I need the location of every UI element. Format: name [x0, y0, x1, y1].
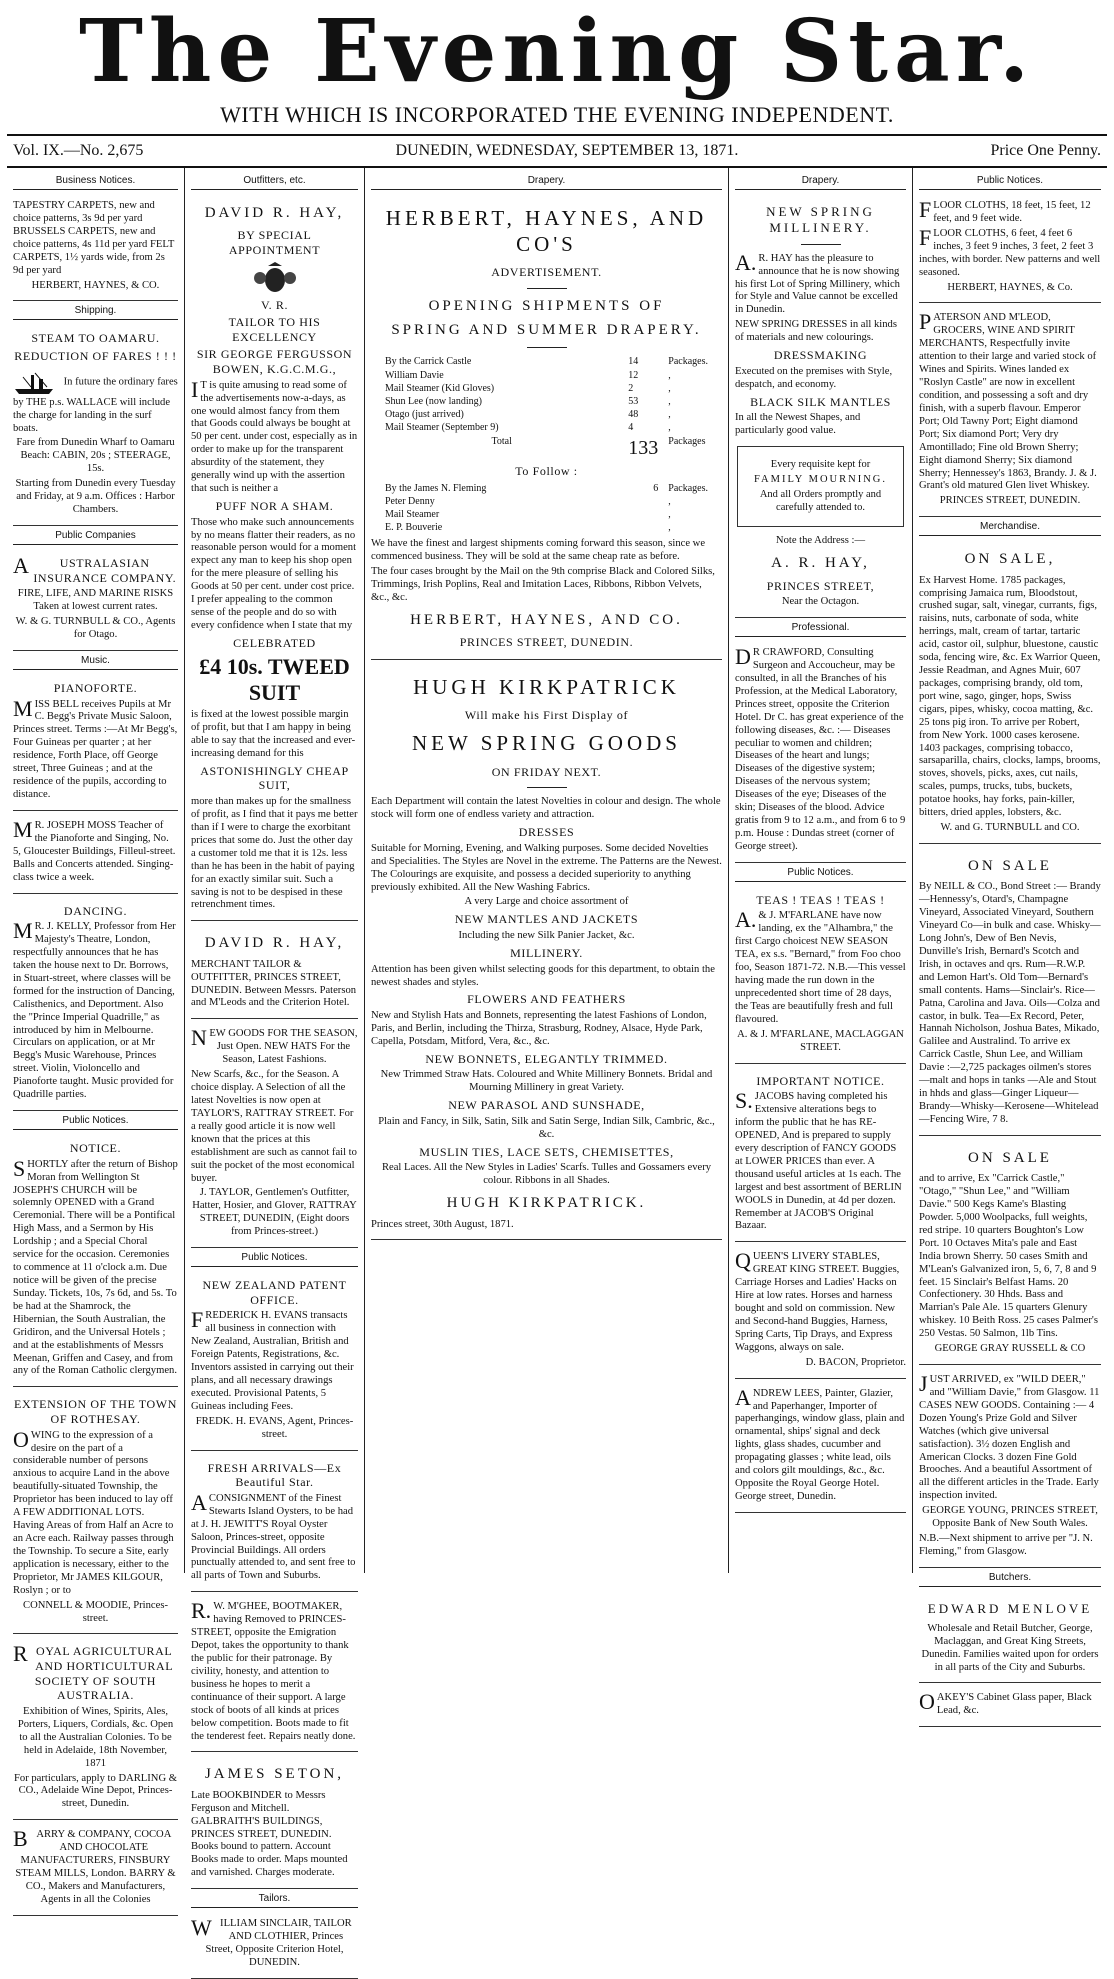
section-business: Business Notices. — [13, 175, 178, 190]
ad-arhay: NEW SPRING MILLINERY. A.R. HAY has the pleasure to announce that he is now showing his first Lot of Spring Millinery, which for Style and Value cannot be excelled in Dunedin. NEW SPRING DRESSES in all kinds of materials and new colourings. DRESSMAKING Executed on the premises with Style, despatch, and economy. BLACK SILK MANTLES In all the Newest Shapes, and particularly good value. Every requisite kept for FAMILY MOURNING. And all Orders promptly and carefully attended to. Note the Address :— A. R. HAY, PRINCES STREET, Near the Octagon. — [735, 195, 906, 618]
section-shipping: Shipping. — [13, 305, 178, 320]
ad-tapestry: TAPESTRY CARPETS, new and choice patterns, 3s 9d per yard BRUSSELS CARPETS, new and choice patterns, 4s 11d per yard FELT CARPETS, 1½ yards wide, from 2s 9d per yard HERBERT, HAYNES, & CO. — [13, 195, 178, 301]
ad-rothesay: EXTENSION OF THE TOWN OF ROTHESAY. OWING to the expression of a desire on the part of a considerable number of persons anxious to acquire Land in the above beautifully-situated Township, the Proprietor has been induced to lay off A FEW ADDITIONAL LOTS. Having Areas of from Half an Acre to an Acre each. Railway passes through the Township. To secure a Site, early application is necessary, either to the Proprietor, Mr JAMES KILGOUR, Roslyn ; or to CONNELL & MOODIE, Princes-street. — [13, 1391, 178, 1634]
section-professional: Professional. — [735, 622, 906, 637]
ad-patent: NEW ZEALAND PATENT OFFICE. FREDERICK H. EVANS transacts all business in connection with New Zealand, Australian, British and Foreign Patents, Registrations, &c. Inventors assisted in carrying out their plans, and all necessary drawings executed. Provisional Patents, 5 Guineas including Fees. FREDK. H. EVANS, Agent, Princes-street. — [191, 1272, 358, 1450]
section-merchandise: Merchandise. — [919, 521, 1101, 536]
ad-insurance: AUSTRALASIAN INSURANCE COMPANY. FIRE, LIFE, AND MARINE RISKS Taken at lowest current rates. W. & G. TURNBULL & CO., Agents for Otago. — [13, 550, 178, 651]
ad-mcghee: R.W. M'GHEE, BOOTMAKER, having Removed to PRINCES-STREET, opposite the Emigration Depot, takes the opportunity to thank the public for their patronage. By civility, honesty, and attention to business he hopes to merit a continuance of their support. A large stock of boots of all kinds at prices below competition. Boots made to fit the tenderest feet. Repairs neatly done. — [191, 1596, 358, 1752]
ad-young: JUST ARRIVED, ex "WILD DEER," and "William Davie," from Glasgow. 11 CASES NEW GOODS. Containing :— 4 Dozen Young's Prize Gold and Silver Watches (which give universal satisfaction). 3½ dozen English and American Clocks. 3 dozen Fine Gold Brooches. And a beautiful Assortment of all the different articles in the Trade. Early inspection invited. GEORGE YOUNG, PRINCES STREET, Opposite Bank of New South Wales. N.B.—Next shipment to arrive per "J. N. Fleming," from Glasgow. — [919, 1369, 1101, 1568]
section-tailors: Tailors. — [191, 1893, 358, 1908]
section-drapery: Drapery. — [371, 175, 722, 190]
ad-dancing: DANCING. MR. J. KELLY, Professor from Her Majesty's Theatre, London, respectfully announces that he has taken the house next to Dr. Borrows, in Stuart-street, where classes will be formed for the instruction of Dancing, Calisthenics, and Deportment. Also the "Prince Imperial Quadrille," as introduced by him in Melbourne. Circulars on application, or at Mr Begg's Music Warehouse, Princes street. Violin, Violoncello and Pianoforte taught. Music provided for Quadrille parties. — [13, 898, 178, 1112]
ad-seton: JAMES SETON, Late BOOKBINDER to Messrs Ferguson and Mitchell. GALBRAITH'S BUILDINGS, PRINCES STREET, DUNEDIN. Books bound to pattern. Account Books made to order. Maps mounted and varnished. Charges moderate. — [191, 1756, 358, 1889]
ad-lees: ANDREW LEES, Painter, Glazier, and Paperhanger, Importer of paperhangings, window glass, plain and ornamental, ships' signal and deck lights, glass shades, cucumber and propagating glasses ; white lead, oils and colors gilt mouldings, &c., &c. Opposite the Royal George Hotel. George street, Dunedin. — [735, 1383, 906, 1513]
section-public-notices: Public Notices. — [13, 1115, 178, 1130]
ad-oysters: FRESH ARRIVALS—Ex Beautiful Star. ACONSIGNMENT of the Finest Stewarts Island Oysters, to be had at J. H. JEWITT'S Royal Oyster Saloon, Princes-street, opposite Provincial Buildings. All orders punctually attended to, and sent free to all parts of Town and Suburbs. — [191, 1455, 358, 1593]
ad-sale-neill: ON SALE By NEILL & CO., Bond Street :— Brandy—Hennessy's, Otard's, Champagne Vineyard, Associated Vineyard, Southern Vineyard Co—in bulk and case. Whisky—Long John's, Dew of Ben Nevis, Dunville's Irish, Bernard's Scotch and Irish, in octaves and qrs. Rum—R.W.P. and Lemon Hart's. Old Tom—Bernard's small contents. Hams—Sinclair's. Rice—Patna, Carolina and Java. Oils—Colza and castor, in bulk. Tea—Ex Record, Peter, Hannah Nicholson, Joshua Bates, Mikado, Galilee and Australind. To arrive ex Carrick Castle, Shun Lee, and William Davie :—2,725 packages oilmen's stores—malt and hops in tanks —Ale and Stout in hhds and glass—Ginger Liqueur—Brandy—Whisky—Kerosene—Whitelead—Fencing Wire, 7 8. — [919, 848, 1101, 1136]
column-2 — [185, 168, 365, 1968]
section-public-notices-4: Public Notices. — [735, 867, 906, 882]
ad-crawford: DR CRAWFORD, Consulting Surgeon and Accoucheur, may be consulted, in all the Branches of his Profession, at the Medical Laboratory, Princes street, opposite the Criterion Hotel. Dr C. has great experience of the following diseases, &c. :— Diseases peculiar to women and children; Diseases of the heart and lungs; Diseases of the digestive system; Diseases of the nervous system; Diseases of the eye; Diseases of the skin; Diseases of the blood. Advice gratis from 9 to 12 a.m., and from 6 to 9 p.m. House : Dundas street (corner of George street). — [735, 642, 906, 863]
ad-teas: TEAS ! TEAS ! TEAS ! A.& J. M'FARLANE have now landing, ex the "Alhambra," the first Cargo choicest NEW SEASON TEA, ex s.s. "Bernard," from Foo choo foo, Season 1871-72. N.B.—This vessel having made the run down in the unprecedented short time of 28 days, the Teas are beautifully fresh and full flavoured. A. & J. M'FARLANE, MACLAGGAN STREET. — [735, 887, 906, 1064]
section-outfitters: Outfitters, etc. — [191, 175, 358, 190]
column-5 — [913, 168, 1107, 1717]
section-drapery-2: Drapery. — [735, 175, 906, 190]
royal-crest-icon — [252, 262, 298, 294]
shipment-list: By the Carrick Castle 14 Packages. William Davie 12 , Mail Steamer (Kid Gloves) 2 , Shun Lee (now landing) 53 , Otago (just arrived) 48 , Mail Steamer (September 9) 4 , Total 133 Packages — [385, 356, 708, 459]
ad-kirkpatrick: HUGH KIRKPATRICK Will make his First Display of NEW SPRING GOODS ON FRIDAY NEXT. Each Department will contain the latest Novelties in colour and design. The whole stock will form one of endless variety and attraction. DRESSES Suitable for Morning, Evening, and Walking purposes. Some decided Novelties and Specialities. The Styles are Novel in the extreme. The Patterns are the Newest. The Colourings are exquisite, and possess a decided superiority to anything previously exhibited. All the New Washing Fabrics. A very Large and choice assortment of NEW MANTLES AND JACKETS Including the new Silk Panier Jacket, &c. MILLINERY. Attention has been given whilst selecting goods for this department, to obtain the newest shades and styles. FLOWERS AND FEATHERS New and Stylish Hats and Bonnets, representing the latest Fashions of London, Paris, and Berlin, including the Thirza, Strasburg, Rodney, Alsace, Hyde Park, Capella, Potsdam, Mitford, Vera, &c., &c. NEW BONNETS, ELEGANTLY TRIMMED. New Trimmed Straw Hats. Coloured and White Millinery Bonnets. Bridal and Mourning Millinery in great Variety. NEW PARASOL AND SUNSHADE, Plain and Fancy, in Silk, Satin, Silk and Satin Serge, Indian Silk, Cambric, &c., &c. MUSLIN TIES, LACE SETS, CHEMISETTES, Real Laces. All the New Styles in Ladies' Scarfs. Tulles and Gossamers every colour. Ribbons in all Shades. HUGH KIRKPATRICK. Princes street, 30th August, 1871. — [371, 664, 722, 1241]
mourning-box: Every requisite kept for FAMILY MOURNING. And all Orders promptly and carefully attended to. — [737, 446, 904, 527]
ad-hay: DAVID R. HAY, BY SPECIAL APPOINTMENT V. R. TAILOR TO HIS EXCELLENCY SIR GEORGE FERGUSSON BOWEN, K.G.C.M.G., IT is quite amusing to read some of the advertisements now-a-days, as one would almost fancy from them that Goods could always be bought at 50 per cent. under cost, especially as in order to make up for the transparent absurdity of the statement, they generally wind up with the assertion that such is neither a PUFF NOR A SHAM. Those who make such announcements by no means flatter their readers, as no reasonable person would for a moment expect any man to keep his shop open for the mere pleasure of selling his Goods at 50 per cent. under cost price. I prefer appealing to the common sense of the people and do so with every confidence when I state that my CELEBRATED £4 10s. TWEED SUIT is fixed at the lowest possible margin of profit, but that I am happy in being able to say that the increased and ever-increasing demand for this ASTONISHINGLY CHEAP SUIT, more than makes up for the smallness of profit, as I find that it pays me better than if I were to charge the exorbitant prices that some do. Just the other day a customer told me that it is 12s. less than he has been in the habit of paying for an exactly similar suit. Such a saving is not to be despised in these retrenchment times. — [191, 195, 358, 921]
column-3 — [365, 168, 729, 1573]
ad-oakey: OAKEY'S Cabinet Glass paper, Black Lead, &c. — [919, 1687, 1101, 1727]
ad-menlove: EDWARD MENLOVE Wholesale and Retail Butcher, George, Maclaggan, and Great King Streets, Dunedin. Families waited upon for orders in all parts of the City and Suburbs. — [919, 1592, 1101, 1684]
ad-barry: BARRY & COMPANY, COCOA AND CHOCOLATE MANUFACTURERS, FINSBURY STEAM MILLS, London. BARRY & CO., Makers and Manufacturers, Agents in all the Colonies — [13, 1824, 178, 1916]
dateline — [7, 134, 1107, 168]
ad-oamaru: STEAM TO OAMARU. REDUCTION OF FARES ! ! ! In future the ordinary fares by THE p.s. WALLACE will include the charge for landing in the surf boats. Fare from Dunedin Wharf to Oamaru Beach: CABIN, 20s ; STEERAGE, 15s. Starting from Dunedin every Tuesday and Friday, at 9 a.m. Offices : Harbor Chambers. — [13, 325, 178, 526]
ad-moss: MR. JOSEPH MOSS Teacher of the Pianoforte and Singing, No. 5, Gloucester Buildings, Filleul-street. Balls and Concerts attended. Singing-class twice a week. — [13, 815, 178, 894]
ad-sinclair: WILLIAM SINCLAIR, TAILOR AND CLOTHIER, Princes Street, Opposite Criterion Hotel, DUNEDIN. — [191, 1913, 358, 1979]
columns — [7, 168, 1107, 1968]
ad-herbert-haynes: HERBERT, HAYNES, AND CO'S ADVERTISEMENT. OPENING SHIPMENTS OF SPRING AND SUMMER DRAPERY. By the Carrick Castle 14 Packages. William Davie 12 , Mail Steamer (Kid Gloves) 2 , Shun Lee (now landing) 53 , Otago (just arrived) 48 , Mail Steamer (September 9) 4 , Total 133 Packages To Follow : By the James N. Fleming 6 Packages. Peter Denny , Mail Steamer , E. P. Bouverie , We have the finest and largest shipments coming forward this season, since we commenced business. They will be sold at the same cheap rate as before. The four cases brought by the Mail on the 9th comprise Black and Colored Silks, Trimmings, Irish Poplins, Real and Imitation Laces, Ribbons, Ribbon Velvets, &c., &c. HERBERT, HAYNES, AND CO. PRINCES STREET, DUNEDIN. — [371, 195, 722, 660]
masthead-subtitle: WITH WHICH IS INCORPORATED THE EVENING INDEPENDENT. — [220, 102, 894, 127]
section-butchers: Butchers. — [919, 1572, 1101, 1587]
ad-floorcloths: FLOOR CLOTHS, 18 feet, 15 feet, 12 feet, and 9 feet wide. FLOOR CLOTHS, 6 feet, 4 feet 6 inches, 3 feet 9 inches, 3 feet, 2 feet 3 inches, with border. New patterns and well seasoned. HERBERT, HAYNES, & Co. — [919, 195, 1101, 303]
ad-notice: NOTICE. SHORTLY after the return of Bishop Moran from Wellington St JOSEPH'S CHURCH will be solemnly OPENED with a Grand Ceremonial. There will be a Pontifical High Mass, and a Sermon by His Lordship ; and a Special Choral service for the occasion. Ceremonies to commence at 11 o'clock a.m. Due notice will be given of the precise Sunday. Tickets, 10s, 7s 6d, and 5s. To be had at the Shamrock, the Hibernian, the South Australian, the Gridiron, and the Universal Hotels ; and at the establishments of Messrs Meenan, Griffen and Casey, and from any of the Roman Catholic clergymen. — [13, 1135, 178, 1387]
ad-royal-society: ROYAL AGRICULTURAL AND HORTICULTURAL SOCIETY OF SOUTH AUSTRALIA. Exhibition of Wines, Spirits, Ales, Porters, Liquers, Cordials, &c. Open to all the Australian Colonies. To be held in Adelaide, 18th November, 1871 For particulars, apply to DARLING & CO., Adelaide Wine Depot, Princes-street, Dunedin. — [13, 1638, 178, 1820]
ad-jacobs: IMPORTANT NOTICE. S.JACOBS having completed his Extensive alterations begs to inform the public that he has RE-OPENED, And is prepared to supply every description of FANCY GOODS at LOWER PRICES than ever. A thousand useful articles at 1s each. The largest and best assortment of BERLIN WOOLS in Dunedin, at 4d per dozen. Remember at JACOB'S Original Bazaar. — [735, 1068, 906, 1243]
section-music: Music. — [13, 655, 178, 670]
price: Price One Penny. — [990, 142, 1101, 159]
section-public-notices-5: Public Notices. — [919, 175, 1101, 190]
ad-taylor: NEW GOODS FOR THE SEASON, Just Open. NEW HATS For the Season, Latest Fashions. New Scarfs, &c., for the Season. A choice display. A Selection of all the latest Novelties is now open at TAYLOR'S, RATTRAY STREET. For a really good article it is now well known that the prices at this establishment are such as cannot fail to suit the pocket of the most economical buyer. J. TAYLOR, Gentlemen's Outfitter, Hatter, Hosier, and Glover, RATTRAY STREET, DUNEDIN, (Eight doors from Princes-street.) — [191, 1023, 358, 1248]
column-1 — [7, 168, 185, 1905]
ad-sale-turnbull: ON SALE, Ex Harvest Home. 1785 packages, comprising Jamaica rum, Bloodstout, crushed sugar, salt, vinegar, currants, figs, raisins, nuts, carbonate of soda, white herrings, malt, cream of tartar, tartaric acid, castor oil, sulphur, bluestone, caustic soda, fencing wire, &c. Ex Warrior Queen, Jessie Readman, and Agnes Muir, 607 packages, comprising brandy, old tom, port wine, sago, ginger, hops, Swiss cigars, pipes, whisky, cocoa matting, &c. 25 tons pig iron. To arrive per Robert, from New York. 1000 cases kerosene. 1403 packages, comprising tobacco, sarsaparilla, chairs, clocks, lamps, brooms, stoves, shovels, picks, axes, cut nails, scales, pumps, trucks, tubs, buckets, potatoe hooks, hay forks, pain-killer, bitters, dried apples, lobsters, &c. W. and G. TURNBULL and CO. — [919, 541, 1101, 844]
masthead-title: The Evening Star. — [78, 1, 1036, 102]
ad-pianoforte: PIANOFORTE. MISS BELL receives Pupils at Mr C. Begg's Private Music Saloon, Princes street. Terms :—At Mr Begg's, Four Guineas per quarter ; at her residence, Forth Place, off George street, Three Guineas ; and at the residence of the pupils, according to distance. — [13, 675, 178, 811]
ad-sale-russell: ON SALE and to arrive, Ex "Carrick Castle," "Otago," "Shun Lee," and "William Davie." 500 Kegs Kame's Blasting Powder. 5,000 Woolpacks, full weights, red stripe. 10 quarters Boughton's Low Port. 10 Octaves Mita's pale and East India brown Sherry. 50 cases Smith and M'Lean's Galvanized iron, 5, 6, 7, 8 and 9 feet. 15 Sinclair's Belfast Hams. 20 Confectionery. 30 Hhds. Bass and Marrian's Pale Ale. 15 quarters Glenury whiskey. 10 Beith Ross. 25 cases Palmer's 250 Vestas. 50 Salmon, 1lb Tins. GEORGE GRAY RUSSELL & CO — [919, 1140, 1101, 1365]
steamship-icon — [13, 367, 57, 397]
section-companies: Public Companies — [13, 530, 178, 545]
follow-list: By the James N. Fleming 6 Packages. Peter Denny , Mail Steamer , E. P. Bouverie , — [385, 482, 708, 534]
newspaper-page — [7, 0, 1107, 1968]
ad-paterson: PATERSON AND M'LEOD, GROCERS, WINE AND SPIRIT MERCHANTS, Respectfully invite attention to their large and varied stock of Wines and Spirits. Wines landed ex "Roslyn Castle" are now in excellent condition, and possessing a soft and dry finish, with a superb flavour. Emperor Port; Old Tawny Port; Eight diamond Port; Six diamond Port; Very dry Amontillado; Fine old Brown Sherry; Eight diamond Sherry; Six diamond Sherry; Hennessey's 1863, Brandy. J. & J. Grant's old matured Glen livet Whiskey. PRINCES STREET, DUNEDIN. — [919, 307, 1101, 517]
column-4 — [729, 168, 913, 1573]
volume-number: Vol. IX.—No. 2,675 — [13, 142, 144, 159]
section-public-notices-2: Public Notices. — [191, 1252, 358, 1267]
ad-hay-merchant: DAVID R. HAY, MERCHANT TAILOR & OUTFITTER, PRINCES STREET, DUNEDIN. Between Messrs. Paterson and M'Leods and the Criterion Hotel. — [191, 925, 358, 1019]
place-date: DUNEDIN, WEDNESDAY, SEPTEMBER 13, 1871. — [395, 142, 739, 159]
ad-queens-stables: QUEEN'S LIVERY STABLES, GREAT KING STREET. Buggies, Carriage Horses and Ladies' Hacks on Hire at low rates. Horses and harness bought and sold on commission. New and Second-hand Buggies, Harness, Spring Carts, Tip Drays, and Express Waggons, always on sale. D. BACON, Proprietor. — [735, 1246, 906, 1378]
